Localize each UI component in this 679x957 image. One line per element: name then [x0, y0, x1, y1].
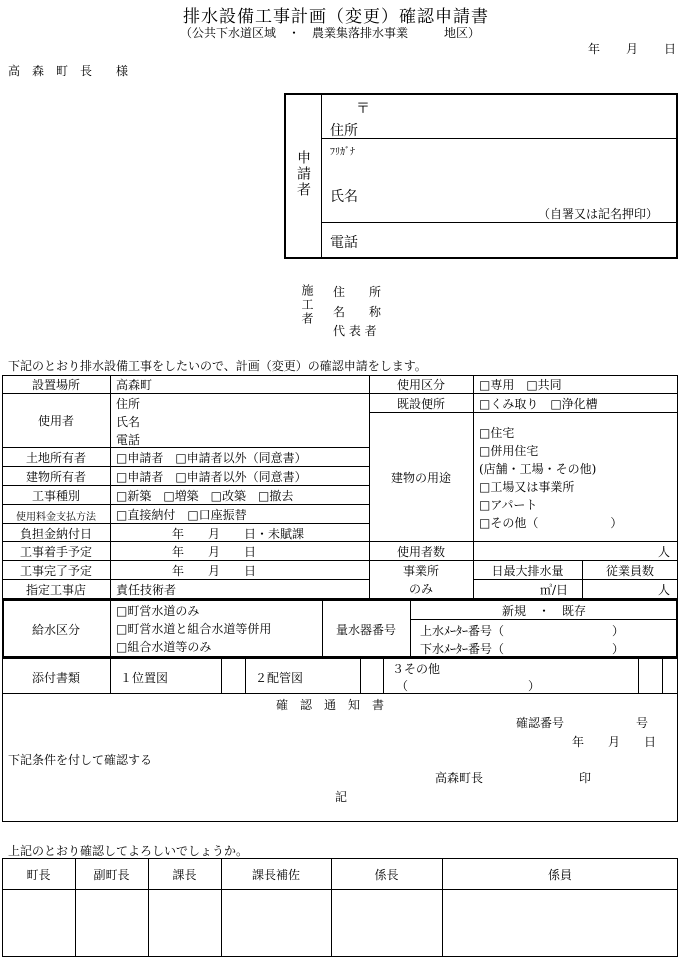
employees-label: 従業員数 — [605, 564, 654, 578]
water-option-2[interactable]: □組合水道等のみ — [116, 640, 212, 654]
usage-label: 使用区分 — [396, 378, 445, 392]
seal-note: （自署又は記名押印） — [538, 207, 659, 221]
approval-header-0: 町長 — [26, 868, 51, 882]
addressee: 高 森 町 長 様 — [8, 64, 129, 78]
work-type-options[interactable]: □新築 □増築 □改築 □撤去 — [116, 489, 294, 503]
business-label-1: 事業所 — [402, 564, 439, 578]
building-use-opt-0[interactable]: □住宅 — [479, 426, 515, 440]
contractor-name-label: 名 称 — [333, 305, 382, 319]
shop-label: 指定工事店 — [25, 583, 86, 597]
existing-options[interactable]: □くみ取り □浄化槽 — [479, 397, 598, 411]
payment-label: 使用料金支払方法 — [16, 512, 96, 523]
postal-mark: 〒 — [356, 101, 370, 117]
contractor-rep-label: 代 表 者 — [333, 324, 377, 338]
attachment-item-3-paren: （ ） — [396, 679, 541, 693]
approval-header-5: 係員 — [547, 868, 572, 882]
start-label: 工事着手予定 — [19, 545, 92, 559]
finish-value: 年 月 日 — [172, 564, 257, 578]
charge-label: 負担金納付日 — [19, 527, 92, 541]
approval-intro: 上記のとおり確認してよろしいでしょうか。 — [8, 844, 249, 858]
furigana-label: ﾌﾘｶﾞﾅ — [330, 147, 355, 158]
water-option-0[interactable]: □町営水道のみ — [116, 604, 200, 618]
employees-unit: 人 — [658, 583, 671, 597]
site-label: 設置場所 — [31, 378, 80, 392]
date-day: 日 — [664, 42, 677, 56]
name-label: 氏名 — [330, 189, 358, 205]
notice-date: 年 月 日 — [572, 735, 657, 749]
building-use-opt-3[interactable]: □工場又は事業所 — [479, 480, 575, 494]
date-year: 年 — [588, 42, 601, 56]
building-owner-options[interactable]: □申請者 □申請者以外（同意書） — [116, 470, 307, 484]
meter-status[interactable]: 新規 ・ 既存 — [501, 604, 586, 618]
lower-meter: 下水ﾒｰﾀｰ番号（ ） — [420, 642, 625, 656]
finish-label: 工事完了予定 — [19, 564, 92, 578]
building-use-opt-1[interactable]: □併用住宅 — [479, 444, 539, 458]
attachment-item-1: １位置図 — [120, 671, 169, 685]
existing-label: 既設便所 — [396, 397, 445, 411]
approval-header-2: 課長 — [172, 868, 197, 882]
contractor-address-label: 住 所 — [333, 285, 382, 299]
water-label: 給水区分 — [31, 623, 80, 637]
charge-value: 年 月 日・未賦課 — [172, 527, 305, 541]
approval-header-4: 係長 — [374, 868, 399, 882]
date-month: 月 — [626, 42, 639, 56]
contractor-label: 施工者 — [300, 284, 314, 326]
building-use-opt-5[interactable]: □その他（ ） — [479, 516, 623, 530]
attachments-label: 添付書類 — [31, 671, 80, 685]
attachment-item-2: ２配管図 — [255, 671, 304, 685]
user-phone-label: 電話 — [116, 433, 141, 447]
notice-condition: 下記条件を付して確認する — [8, 753, 153, 767]
notice-title: 確 認 通 知 書 — [276, 698, 385, 712]
confirmation-number: 確認番号 号 — [516, 716, 649, 730]
approval-header-3: 課長補佐 — [251, 868, 300, 882]
users-count-unit: 人 — [658, 545, 671, 559]
user-address-label: 住所 — [116, 397, 141, 411]
building-use-opt-4[interactable]: □アパート — [479, 498, 538, 512]
payment-options[interactable]: □直接納付 □口座振替 — [116, 508, 247, 522]
site-value: 高森町 — [116, 378, 153, 392]
attachment-item-3: ３その他 — [392, 662, 441, 676]
notice-ki: 記 — [335, 790, 348, 804]
phone-label: 電話 — [330, 235, 358, 251]
approval-header-1: 副町長 — [93, 868, 130, 882]
address-label: 住所 — [330, 123, 358, 139]
building-owner-label: 建物所有者 — [25, 470, 86, 484]
upper-meter: 上水ﾒｰﾀｰ番号（ ） — [420, 624, 625, 638]
water-option-1[interactable]: □町営水道と組合水道等併用 — [116, 622, 272, 636]
work-type-label: 工事種別 — [31, 489, 80, 503]
user-name-label: 氏名 — [116, 415, 141, 429]
shop-value: 責任技術者 — [116, 583, 177, 597]
land-owner-label: 土地所有者 — [25, 451, 86, 465]
mayor-seal: 高森町長 印 — [435, 771, 592, 785]
page-subtitle: （公共下水道区域 ・ 農業集落排水事業 地区） — [180, 26, 481, 40]
max-drain-label: 日最大排水量 — [491, 564, 564, 578]
start-value: 年 月 日 — [172, 545, 257, 559]
user-label: 使用者 — [37, 414, 74, 428]
page-title: 排水設備工事計画（変更）確認申請書 — [183, 7, 489, 27]
building-use-opt-2: (店舗・工場・その他) — [479, 462, 597, 476]
usage-options[interactable]: □専用 □共同 — [479, 378, 562, 392]
users-count-label: 使用者数 — [396, 545, 445, 559]
applicant-label: 申請者 — [295, 150, 311, 198]
max-drain-unit: ㎥/日 — [540, 583, 569, 597]
building-use-label: 建物の用途 — [390, 471, 451, 485]
business-label-2: のみ — [408, 582, 433, 596]
land-owner-options[interactable]: □申請者 □申請者以外（同意書） — [116, 451, 307, 465]
intro-text: 下記のとおり排水設備工事をしたいので、計画（変更）の確認申請をします。 — [8, 359, 427, 373]
meter-label: 量水器番号 — [335, 623, 396, 637]
